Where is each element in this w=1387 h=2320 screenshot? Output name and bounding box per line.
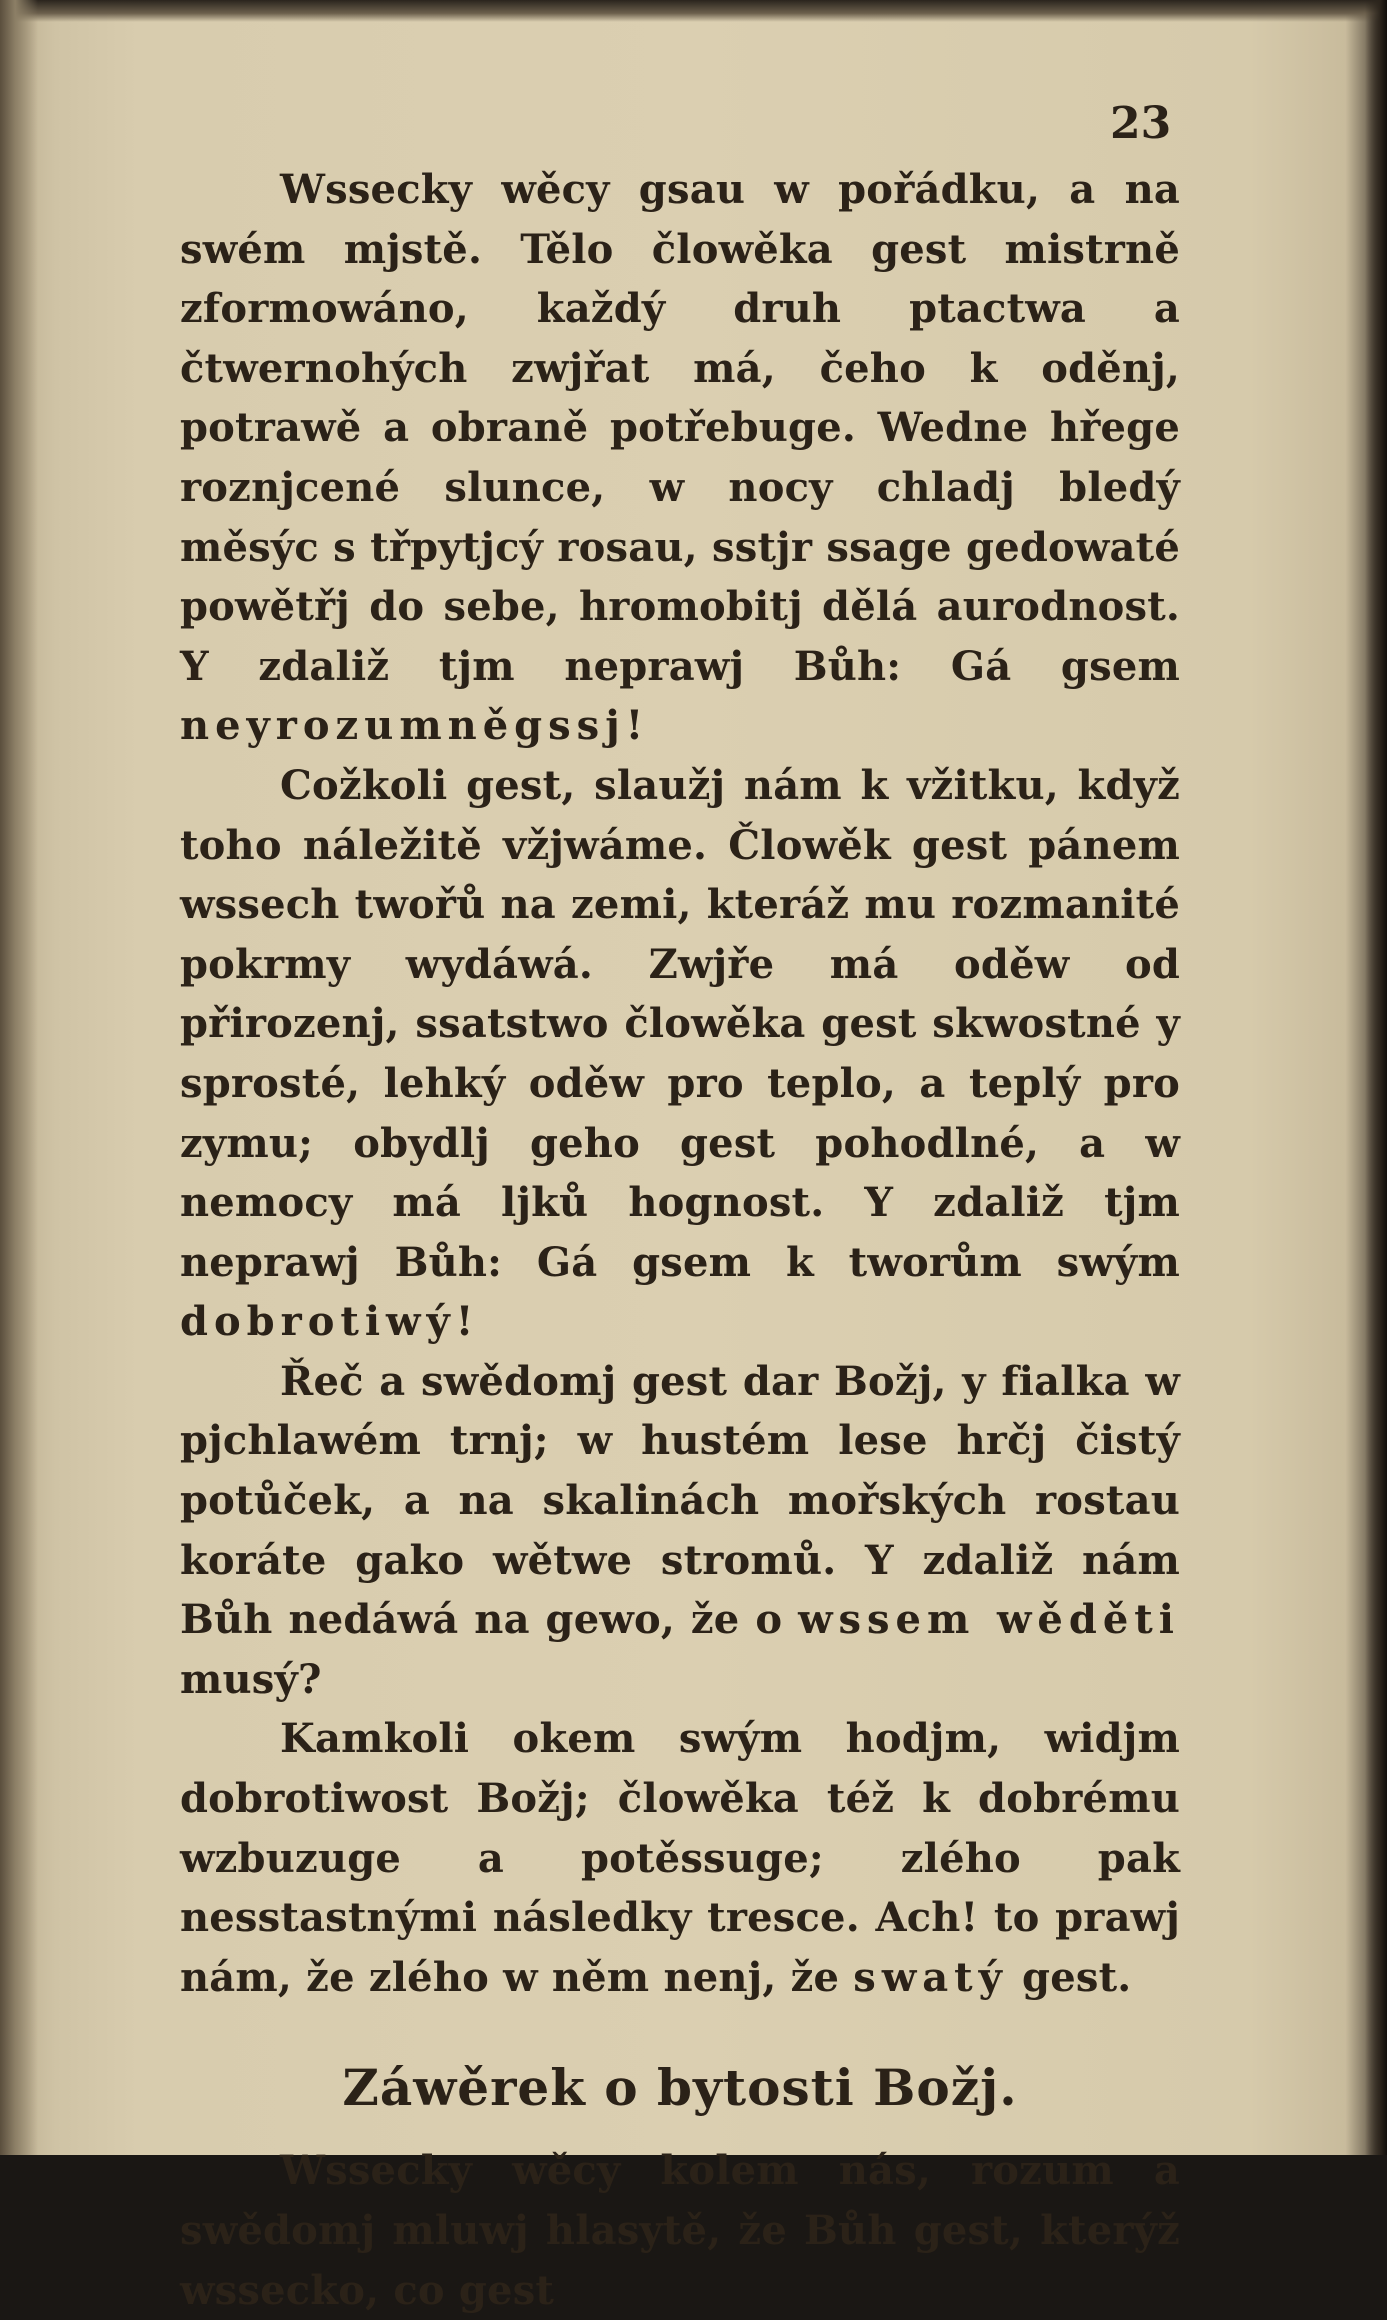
paragraph-4-end: gest. (1022, 1953, 1132, 2001)
paragraph-2 (180, 756, 1180, 1352)
page-number: 23 (1110, 98, 1172, 149)
paragraph-4-emphasis: swatý (853, 1953, 1008, 2001)
paragraph-final: Wssecky wěcy kolem nás, rozum a swědomj mluwj hlasytě, že Bůh gest, kterýž wssecko, co gest (180, 2147, 1180, 2314)
page-gutter-shadow (0, 0, 38, 2155)
paragraph-3-text: Řeč a swědomj gest dar Božj, y fialka w pjchlawém trnj; w hustém lese hrčj čistý potůček, a na skalinách mořských rostau koráte gako wětwe stromů. Y zdaliž nám Bůh nedáwá na gewo, že o (180, 1357, 1180, 1644)
paragraph-2-emphasis: dobrotiwý (180, 1298, 456, 1346)
paragraph-3-emphasis: wssem wěděti (798, 1596, 1180, 1644)
paragraph-3-end: musý? (180, 1655, 322, 1703)
paragraph-1-text: Wssecky wěcy gsau w pořádku, a na swém mjstě. Tělo člowěka gest mistrně zformowáno, každý druh ptactwa a čtwernohých zwjřat má, čeho k oděnj, potrawě a obraně potřebuge. Wedne hřege roznjcené slunce, w nocy chladj bledý měsýc s třpytjcý rosau, sstjr ssage gedowaté powětřj do sebe, hromobitj dělá aurodnost. Y zdaliž tjm neprawj Bůh: Gá gsem (180, 166, 1180, 690)
page-right-edge (1365, 0, 1387, 2155)
paragraph-1-emphasis: neyrozumněgssj (180, 702, 626, 750)
paragraph-3 (180, 1352, 1180, 1710)
paragraph-1-end: ! (625, 702, 644, 750)
paragraph-2-end: ! (455, 1298, 474, 1346)
paragraph-4-text: Kamkoli okem swým hodjm, widjm dobrotiwost Božj; člowěka též k dobrému wzbuzuge a potěssuge; zlého pak nesstastnými následky tresce. Ach! to prawj nám, že zlého w něm nenj, že (180, 1715, 1180, 2001)
section-heading: Záwěrek o bytosti Božj. (342, 2058, 1018, 2118)
body-text (180, 160, 1180, 2320)
paragraph-2-text: Cožkoli gest, slaužj nám k vžitku, když toho náležitě vžjwáme. Člowěk gest pánem wssech twořů na zemi, kteráž mu rozmanité pokrmy wydáwá. Zwjře má oděw od přirozenj, ssatstwo člowěka gest skwostné y sprosté, lehký oděw pro teplo, a teplý pro zymu; obydlj geho gest pohodlné, a w nemocy má ljků hognost. Y zdaliž tjm neprawj Bůh: Gá gsem k tworům swým (180, 761, 1180, 1286)
page-top-edge (0, 0, 1387, 22)
paragraph-4 (180, 1709, 1180, 2007)
paragraph-1 (180, 160, 1180, 756)
